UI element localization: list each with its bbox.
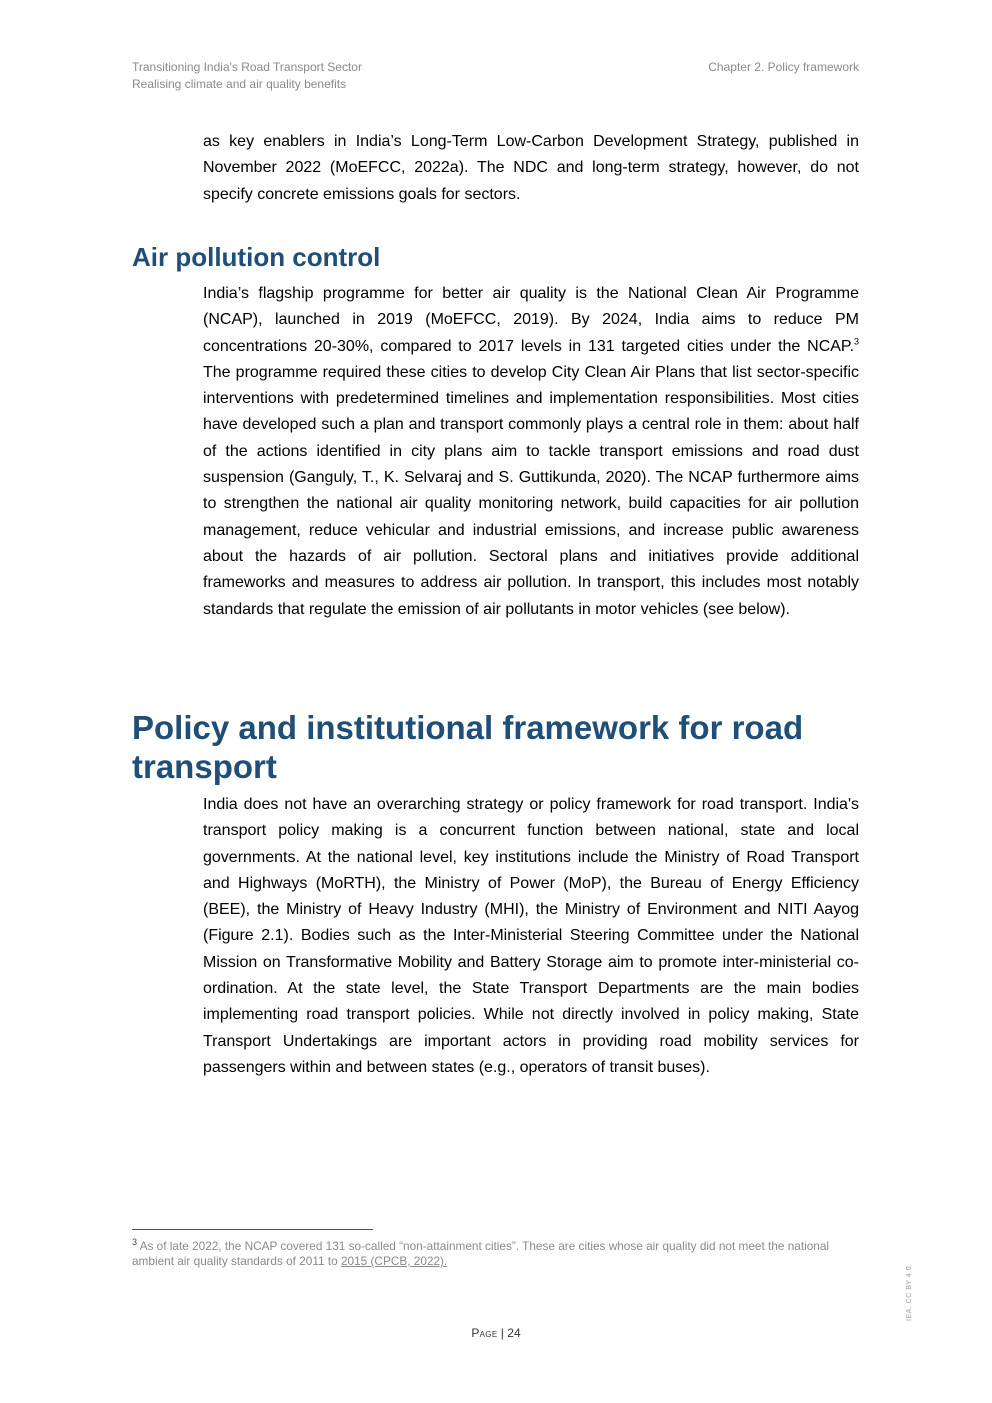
footnote-divider [132, 1229, 373, 1230]
footnote-number: 3 [132, 1237, 138, 1248]
air-pollution-text-part2: The programme required these cities to develop City Clean Air Plans that list sector-specific interventions with predetermined timelines and implementation responsibilities. Most cities have developed such a plan and transport commonly plays a central role in them: about half of the actions identified in city plans aim to tackle transport emissions and road dust suspension (Ganguly, T., K. Selvaraj and S. Guttikunda, 2020). The NCAP furthermore aims to strengthen the national air quality monitoring network, build capacities for air pollution management, reduce vehicular and industrial emissions, and increase public awareness about the hazards of air pollution. Sectoral plans and initiatives provide additional frameworks and measures to address air pollution. In transport, this includes most notably standards that regulate the emission of air pollutants in motor vehicles (see below). [203, 363, 859, 618]
document-subtitle: Realising climate and air quality benefits [132, 77, 347, 91]
page-label: Page [471, 1326, 498, 1340]
section-heading-air-pollution: Air pollution control [132, 242, 381, 272]
section-heading-policy-framework: Policy and institutional framework for road transport [132, 709, 804, 785]
document-title: Transitioning India's Road Transport Sector [132, 60, 362, 74]
footnote-link[interactable]: 2015 (CPCB, 2022). [340, 1254, 448, 1268]
page-separator: | [497, 1326, 508, 1340]
intro-paragraph: as key enablers in India’s Long-Term Low-Carbon Development Strategy, published in November 2022 (MoEFCC, 2022a). The NDC and long-term strategy, however, do not specify concrete emissions goals for sectors. [203, 133, 859, 203]
footnote-reference[interactable]: 3 [853, 336, 859, 347]
policy-paragraph: India does not have an overarching strategy or policy framework for road transport. India's transport policy making is a concurrent function between national, state and local governments. At the national level, key institutions include the Ministry of Road Transport and Highways (MoRTH), the Ministry of Power (MoP), the Bureau of Energy Efficiency (BEE), the Ministry of Heavy Industry (MHI), the Ministry of Environment and NITI Aayog (Figure 2.1). Bodies such as the Inter-Ministerial Steering Committee under the National Mission on Transformative Mobility and Battery Storage aim to promote inter-ministerial co-ordination. At the state level, the State Transport Departments are the main bodies implementing road transport policies. While not directly involved in policy making, State Transport Undertakings are important actors in providing road mobility services for passengers within and between states (e.g., operators of transit buses). [203, 796, 859, 1076]
page-number-value: 24 [507, 1326, 521, 1340]
license-text: IEA. CC BY 4.0. [906, 1263, 913, 1321]
running-header-right [708, 59, 859, 76]
air-pollution-paragraph [203, 281, 859, 623]
running-header-left [132, 59, 362, 93]
footnote-text: As of late 2022, the NCAP covered 131 so-called “non-attainment cities”. These are cities whose air quality did not meet the national ambient air quality standards of 2011 to [132, 1239, 830, 1268]
chapter-title: Chapter 2. Policy framework [708, 60, 859, 74]
footnote [132, 1239, 859, 1269]
page-number [0, 1326, 992, 1340]
air-pollution-text-part1: India’s flagship programme for better air quality is the National Clean Air Programme (NCAP), launched in 2019 (MoEFCC, 2019). By 2024, India aims to reduce PM concentrations 20-30%, compared to 2017 levels in 131 targeted cities under the NCAP. [203, 285, 859, 355]
